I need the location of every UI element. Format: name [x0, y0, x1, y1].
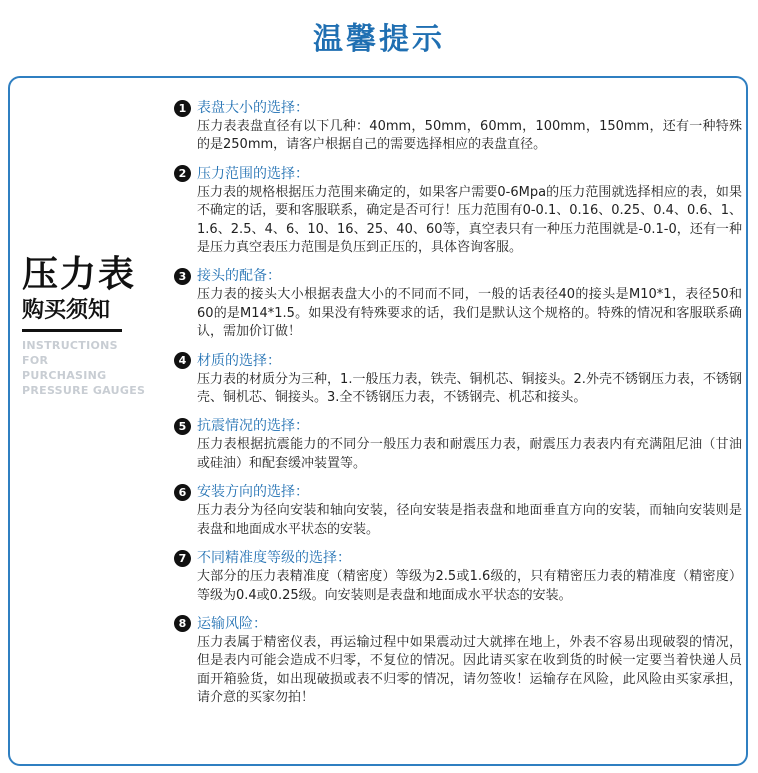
number-badge-icon: 6	[174, 484, 191, 501]
number-badge-icon: 7	[174, 550, 191, 567]
page-title: 温馨提示	[313, 22, 445, 57]
number-badge-icon: 8	[174, 615, 191, 632]
side-main-title: 压力表	[22, 254, 137, 295]
notice-item-connector	[174, 266, 742, 341]
item-title: 压力范围的选择：	[197, 165, 309, 182]
item-body: 压力表分为径向安装和轴向安装，径向安装是指表盘和地面垂直方向的安装，而轴向安装则是表盘和地面成水平状态的安装。	[197, 503, 742, 537]
number-badge-icon: 3	[174, 268, 191, 285]
notice-item-mounting	[174, 482, 742, 539]
side-english-line: PURCHASING	[22, 369, 107, 382]
side-title-block	[22, 255, 172, 398]
notice-list	[174, 98, 742, 717]
number-badge-icon: 1	[174, 100, 191, 117]
item-body: 压力表的材质分为三种，1.一般压力表，铁壳、铜机芯、铜接头。2.外壳不锈钢压力表，不锈钢壳、铜机芯、铜接头。3.全不锈钢压力表，不锈钢壳、机芯和接头。	[197, 371, 742, 406]
notice-item-pressure-range	[174, 164, 742, 258]
item-body: 大部分的压力表精准度（精密度）等级为2.5或1.6级的，只有精密压力表的精准度（精密度）等级为0.4或0.25级。向安装则是表盘和地面成水平状态的安装。	[197, 569, 742, 603]
item-title: 不同精准度等级的选择：	[197, 550, 351, 567]
number-badge-icon: 4	[174, 352, 191, 369]
number-badge-icon: 5	[174, 418, 191, 435]
item-body: 压力表的接头大小根据表盘大小的不同而不同，一般的话表径40的接头是M10*1，表径50和60的是M14*1.5。如果没有特殊要求的话，我们是默认这个规格的。特殊的情况和客服联系确认，需加价订做！	[197, 287, 742, 340]
item-title: 抗震情况的选择：	[197, 418, 309, 435]
side-english-line: FOR	[22, 354, 49, 367]
side-english-line: PRESSURE GAUGES	[22, 384, 146, 397]
side-english-line: INSTRUCTIONS	[22, 339, 118, 352]
item-body: 压力表属于精密仪表，再运输过程中如果震动过大就摔在地上，外表不容易出现破裂的情况，但是表内可能会造成不归零，不复位的情况。因此请买家在收到货的时候一定要当着快递人员面开箱验货，如出现破损或表不归零的情况，请勿签收！运输存在风险，此风险由买家承担，请介意的买家勿拍！	[197, 634, 742, 706]
number-badge-icon: 2	[174, 165, 191, 182]
notice-item-shipping	[174, 614, 742, 708]
item-title: 表盘大小的选择：	[197, 100, 309, 116]
side-english-caption	[22, 338, 172, 398]
notice-item-material	[174, 351, 742, 408]
item-title: 运输风险：	[197, 615, 267, 632]
item-title: 材质的选择：	[197, 352, 281, 369]
item-title: 接头的配备：	[197, 268, 281, 285]
notice-item-dial-size	[174, 98, 742, 155]
item-body: 压力表的规格根据压力范围来确定的，如果客户需要0-6Mpa的压力范围就选择相应的表，如果不确定的话，要和客服联系，确定是否可行！压力范围有0-0.1、0.16、0.25、0.4、0.6、1、1.6、2.5、4、6、10、16、25、40、60等，真空表只有一种压力范围就是-0.1-0，还有一种是压力真空表压力范围是负压到正压的，具体咨询客服。	[197, 184, 742, 256]
item-body: 压力表表盘直径有以下几种：40mm，50mm，60mm，100mm，150mm，还有一种特殊的是250mm，请客户根据自己的需要选择相应的表盘直径。	[197, 119, 742, 153]
item-body: 压力表根据抗震能力的不同分一般压力表和耐震压力表，耐震压力表表内有充满阻尼油（甘油或硅油）和配套缓冲装置等。	[197, 437, 742, 471]
side-underline	[22, 329, 122, 332]
notice-item-accuracy	[174, 548, 742, 605]
side-subtitle: 购买须知	[22, 298, 111, 323]
item-title: 安装方向的选择：	[197, 484, 309, 501]
notice-item-shockproof	[174, 416, 742, 473]
